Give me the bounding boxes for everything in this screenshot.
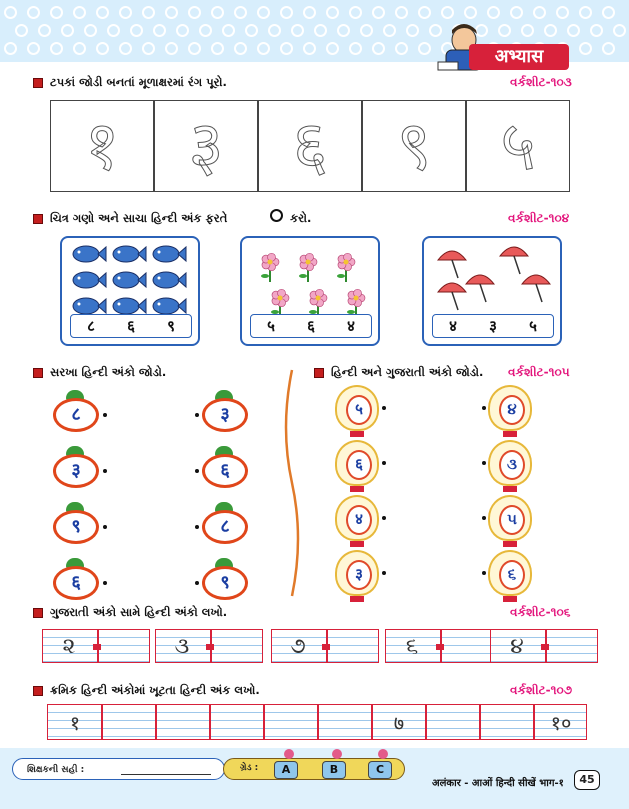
book-title: अलंकार - आओं हिन्दी सीखें भाग-१: [432, 778, 564, 789]
section-6-instruction: ક્રમિક હિન્દી અંકોમાં ખૂટતા હિન્દી અંક લખો.: [50, 683, 260, 697]
right-bubble: [202, 510, 248, 544]
left-bubble: [53, 398, 99, 432]
worksheet-105-label: વર્કશીટ-૧૦૫: [508, 365, 570, 379]
lantern-digit: ૫: [499, 505, 525, 535]
answer-options: [432, 314, 554, 338]
gujarati-number: ૬: [405, 634, 419, 659]
dash-mark: [541, 644, 549, 650]
sequence-cell[interactable]: [212, 705, 262, 739]
answer-option[interactable]: ८: [87, 317, 95, 335]
decor-circle: [303, 42, 316, 55]
match-dot[interactable]: [482, 461, 486, 465]
umbrella-icon: [522, 275, 550, 302]
lantern-base: [350, 486, 364, 492]
cell-divider: [371, 705, 373, 739]
decor-circle: [280, 42, 293, 55]
match-dot[interactable]: [195, 581, 199, 585]
match-dot[interactable]: [103, 525, 107, 529]
teacher-signature-field[interactable]: [12, 758, 225, 780]
vertical-divider: [278, 368, 308, 598]
bubble-digit: ९: [71, 516, 81, 537]
flower-group-icon: [246, 240, 376, 318]
circle-symbol-icon: [270, 209, 283, 222]
decor-circle: [349, 6, 362, 19]
match-dot[interactable]: [482, 516, 486, 520]
answer-option[interactable]: ५: [267, 317, 275, 335]
grade-c-button[interactable]: C: [368, 761, 392, 779]
trace-box[interactable]: [154, 100, 258, 192]
fish-icon: [113, 298, 146, 314]
gujarati-number: ૭: [290, 634, 306, 659]
sequence-cell[interactable]: [104, 705, 154, 739]
decor-circle: [464, 6, 477, 19]
sequence-cell[interactable]: ७: [393, 711, 405, 735]
sequence-cell[interactable]: १: [69, 711, 81, 735]
decor-circle: [326, 6, 339, 19]
decor-circle: [96, 42, 109, 55]
teacher-signature-label: શિક્ષકની સહી :: [27, 765, 85, 775]
page-number: 45: [574, 770, 600, 790]
decor-circle: [199, 24, 212, 37]
lantern-base: [503, 486, 517, 492]
left-bubble: [53, 510, 99, 544]
decor-circle: [590, 24, 603, 37]
cell-divider: [317, 705, 319, 739]
fish-icon: [153, 246, 186, 262]
flower-decoration-icon: [279, 747, 399, 761]
umbrella-icon: [500, 247, 528, 274]
decor-circle: [165, 42, 178, 55]
decor-circle: [510, 6, 523, 19]
lantern-base: [503, 596, 517, 602]
decor-circle: [602, 42, 615, 55]
answer-options: [250, 314, 372, 338]
bubble-digit: ३: [71, 460, 81, 481]
section-3-instruction: સરખા હિન્દી અંકો જોડો.: [50, 365, 167, 379]
lantern-digit: ६: [346, 450, 372, 480]
bullet-square-icon: [33, 214, 43, 224]
bullet-square-icon: [33, 686, 43, 696]
match-dot[interactable]: [103, 469, 107, 473]
lantern-digit: ४: [346, 505, 372, 535]
grade-b-button[interactable]: B: [322, 761, 346, 779]
dash-mark: [93, 644, 101, 650]
right-bubble: [202, 398, 248, 432]
bubble-digit: ९: [220, 572, 230, 593]
left-bubble: [53, 454, 99, 488]
sequence-cell[interactable]: १०: [550, 711, 572, 735]
flower-picture-card: [240, 236, 380, 346]
umbrella-icon: [438, 283, 466, 310]
sequence-box[interactable]: [47, 704, 587, 740]
decor-circle: [119, 42, 132, 55]
bubble-digit: ६: [71, 572, 81, 593]
match-dot[interactable]: [382, 571, 386, 575]
sequence-cell[interactable]: [266, 705, 316, 739]
bubble-digit: ८: [71, 404, 81, 425]
lantern-base: [503, 541, 517, 547]
decor-circle: [521, 24, 534, 37]
decor-circle: [142, 42, 155, 55]
answer-option[interactable]: ६: [307, 317, 315, 335]
answer-option[interactable]: ४: [347, 317, 355, 335]
lantern-digit: ३: [346, 560, 372, 590]
section-1-instruction: ટપકાં જોડી બનતાં મૂળાક્ષરમાં રંગ પૂરો.: [50, 75, 227, 89]
lantern-digit: ૪: [499, 395, 525, 425]
decor-circle: [360, 24, 373, 37]
decor-circle: [61, 24, 74, 37]
lantern-icon: [488, 550, 532, 596]
decor-circle: [383, 24, 396, 37]
grade-label: ગ્રેડ :: [240, 763, 259, 773]
decor-circle: [556, 6, 569, 19]
flower-icon: [261, 253, 279, 282]
decor-circle: [602, 6, 615, 19]
fish-picture-card: [60, 236, 200, 346]
trace-box[interactable]: [258, 100, 362, 192]
signature-line: [121, 774, 211, 775]
lantern-icon: [335, 385, 379, 431]
flower-icon: [299, 253, 317, 282]
decor-circle: [314, 24, 327, 37]
decor-circle: [27, 6, 40, 19]
worksheet-104-label: વર્કશીટ-૧૦૪: [508, 211, 570, 225]
bubble-digit: ३: [220, 404, 230, 425]
worksheet-107-label: વર્કશીટ-૧૦૭: [510, 683, 573, 697]
worksheet-103-label: વર્કશીટ-૧૦૩: [510, 75, 572, 89]
dotted-digit: ९: [396, 107, 432, 186]
decor-circle: [579, 6, 592, 19]
decor-circle: [142, 6, 155, 19]
cell-divider: [263, 705, 265, 739]
sequence-cell[interactable]: [320, 705, 370, 739]
umbrella-icon: [466, 275, 494, 302]
bubble-digit: ८: [220, 516, 230, 537]
section-2-instruction: ચિત્ર ગણો અને સાચા હિન્દી અંક ફરતે: [50, 211, 228, 225]
decor-circle: [441, 6, 454, 19]
trace-box[interactable]: [362, 100, 466, 192]
answer-option[interactable]: ५: [529, 317, 537, 335]
gujarati-number: ૩: [174, 634, 190, 659]
lantern-icon: [488, 440, 532, 486]
fish-icon: [73, 298, 106, 314]
decor-circle: [245, 24, 258, 37]
cell-divider: [155, 705, 157, 739]
decor-circle: [372, 42, 385, 55]
write-box[interactable]: [155, 629, 263, 663]
dash-mark: [436, 644, 444, 650]
fish-icon: [73, 246, 106, 262]
dotted-digit: १: [84, 107, 120, 186]
bullet-square-icon: [33, 78, 43, 88]
fish-icon: [153, 272, 186, 288]
dotted-digit: ५: [500, 107, 536, 186]
write-box[interactable]: [490, 629, 598, 663]
umbrella-group-icon: [428, 240, 558, 318]
decor-circle: [107, 24, 120, 37]
bullet-square-icon: [33, 608, 43, 618]
umbrella-icon: [438, 251, 466, 278]
grade-a-button[interactable]: A: [274, 761, 298, 779]
decor-circle: [303, 6, 316, 19]
section-4-instruction: હિન્દી અને ગુજરાતી અંકો જોડો.: [331, 365, 484, 379]
worksheet-106-label: વર્કશીટ-૧૦૬: [510, 605, 571, 619]
dash-mark: [206, 644, 214, 650]
decor-circle: [50, 6, 63, 19]
cell-divider: [425, 705, 427, 739]
cell-divider: [101, 705, 103, 739]
decor-circle: [176, 24, 189, 37]
answer-option[interactable]: ६: [127, 317, 135, 335]
fish-icon: [73, 272, 106, 288]
decor-circle: [498, 24, 511, 37]
decor-circle: [544, 24, 557, 37]
right-bubble: [202, 566, 248, 600]
decor-circle: [130, 24, 143, 37]
fish-icon: [113, 272, 146, 288]
decor-circle: [211, 6, 224, 19]
right-bubble: [202, 454, 248, 488]
match-dot[interactable]: [103, 413, 107, 417]
trace-box[interactable]: [50, 100, 154, 192]
decor-circle: [268, 24, 281, 37]
answer-option[interactable]: ९: [167, 317, 175, 335]
answer-options: [70, 314, 192, 338]
umbrella-picture-card: [422, 236, 562, 346]
decor-circle: [50, 42, 63, 55]
decor-circle: [406, 24, 419, 37]
decor-circle: [257, 6, 270, 19]
decor-circle: [188, 42, 201, 55]
decor-circle: [613, 24, 626, 37]
lantern-base: [503, 431, 517, 437]
match-dot[interactable]: [195, 525, 199, 529]
decor-circle: [84, 24, 97, 37]
lantern-base: [350, 541, 364, 547]
match-dot[interactable]: [382, 516, 386, 520]
lantern-digit: ૩: [499, 450, 525, 480]
decor-circle: [291, 24, 304, 37]
cell-divider: [209, 705, 211, 739]
gujarati-number: ૪: [510, 634, 524, 659]
decor-circle: [211, 42, 224, 55]
decor-circle: [153, 24, 166, 37]
decor-circle: [349, 42, 362, 55]
dotted-digit: ३: [188, 107, 224, 186]
section-2-instruction-end: કરો.: [290, 211, 312, 225]
decor-circle: [73, 6, 86, 19]
lantern-digit: ५: [346, 395, 372, 425]
decor-circle: [234, 42, 247, 55]
sequence-cell[interactable]: [428, 705, 478, 739]
flower-icon: [337, 253, 355, 282]
bubble-digit: ६: [220, 460, 230, 481]
decor-circle: [395, 6, 408, 19]
match-dot[interactable]: [103, 581, 107, 585]
decor-circle: [567, 24, 580, 37]
decor-circle: [234, 6, 247, 19]
decor-circle: [96, 6, 109, 19]
decor-circle: [533, 6, 546, 19]
gujarati-number: ૨: [62, 634, 76, 659]
answer-option[interactable]: ३: [489, 317, 497, 335]
left-bubble: [53, 566, 99, 600]
decor-circle: [222, 24, 235, 37]
decor-circle: [165, 6, 178, 19]
lantern-icon: [335, 550, 379, 596]
decor-circle: [395, 42, 408, 55]
decor-circle: [280, 6, 293, 19]
section-5-instruction: ગુજરાતી અંકો સામે હિન્દી અંકો લખો.: [50, 605, 228, 619]
write-box[interactable]: [385, 629, 493, 663]
page-title: अभ्यास: [469, 44, 569, 70]
decor-circle: [579, 42, 592, 55]
cell-divider: [479, 705, 481, 739]
decor-circle: [326, 42, 339, 55]
sequence-cell[interactable]: [482, 705, 532, 739]
decor-circle: [38, 24, 51, 37]
lantern-base: [350, 431, 364, 437]
sequence-cell[interactable]: [158, 705, 208, 739]
grade-selector: [223, 758, 405, 780]
decor-circle: [4, 42, 17, 55]
match-dot[interactable]: [482, 406, 486, 410]
write-box[interactable]: [42, 629, 150, 663]
lantern-icon: [335, 440, 379, 486]
match-dot[interactable]: [195, 469, 199, 473]
decor-circle: [337, 24, 350, 37]
lantern-icon: [488, 385, 532, 431]
fish-group-icon: [66, 240, 196, 318]
decor-circle: [418, 6, 431, 19]
match-dot[interactable]: [382, 406, 386, 410]
decor-circle: [4, 6, 17, 19]
decor-circle: [188, 6, 201, 19]
fish-icon: [153, 298, 186, 314]
decor-circle: [27, 42, 40, 55]
cell-divider: [533, 705, 535, 739]
trace-box[interactable]: [466, 100, 570, 192]
answer-option[interactable]: ४: [449, 317, 457, 335]
bullet-square-icon: [33, 368, 43, 378]
decor-circle: [487, 6, 500, 19]
lantern-icon: [488, 495, 532, 541]
fish-icon: [113, 246, 146, 262]
lantern-digit: ૬: [499, 560, 525, 590]
match-dot[interactable]: [382, 461, 386, 465]
lantern-icon: [335, 495, 379, 541]
dash-mark: [322, 644, 330, 650]
decor-circle: [372, 6, 385, 19]
match-dot[interactable]: [482, 571, 486, 575]
lantern-base: [350, 596, 364, 602]
bullet-square-icon: [314, 368, 324, 378]
decor-circle: [418, 42, 431, 55]
dotted-digit: ६: [292, 107, 328, 186]
decor-circle: [15, 24, 28, 37]
write-box[interactable]: [271, 629, 379, 663]
decor-circle: [73, 42, 86, 55]
match-dot[interactable]: [195, 413, 199, 417]
decor-circle: [119, 6, 132, 19]
decor-circle: [257, 42, 270, 55]
